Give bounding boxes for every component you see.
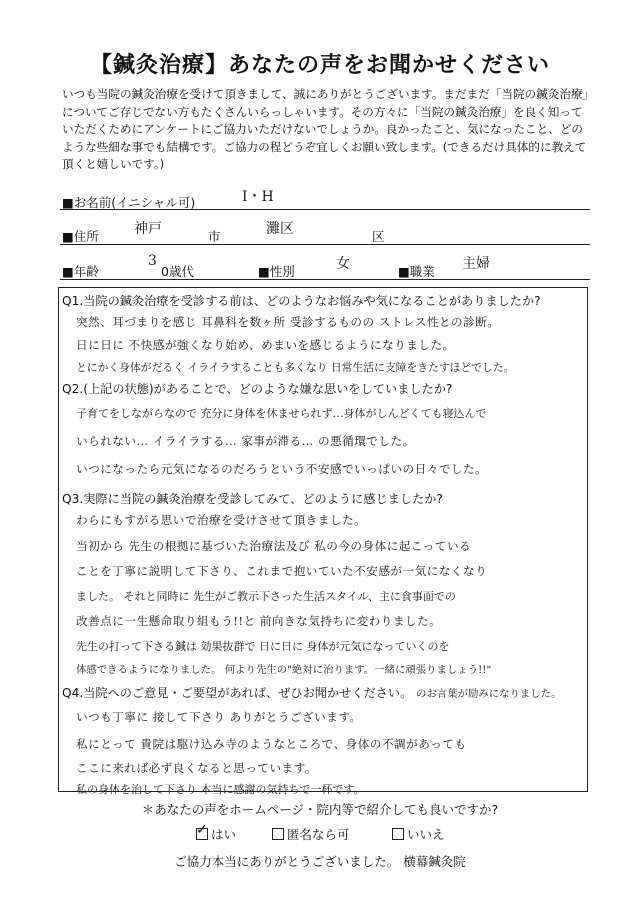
checkbox-icon[interactable] — [392, 828, 404, 840]
city-unit: 市 — [208, 229, 221, 244]
job-label: ■職業 — [398, 264, 435, 279]
q3-answer-line: 体感できるようになりました。 何より先生の"絶対に治ります。一緒に頑張りましょう!!" — [76, 664, 492, 676]
q3-overflow-line: のお言葉が励みになりました。 — [416, 688, 562, 700]
q1-question: Q1.当院の鍼灸治療を受診する前は、どのようなお悩みや気になることがありましたか? — [62, 294, 541, 308]
q2-answer-line: 子育てをしながらなので 充分に身体を休ませられず…身体がしんどくても寝込んで — [76, 407, 487, 420]
address-label: ■住所 — [62, 229, 99, 244]
q2-answer-line: いられない… イライラする… 家事が滞る… の悪循環でした。 — [76, 434, 415, 448]
job-value: 主婦 — [462, 256, 490, 272]
q1-answer-line: とにかく身体がだるく イライラすることも多くなり 日常生活に支障をきたすほどでした。 — [76, 361, 515, 374]
address-underline — [60, 244, 590, 245]
checkbox-checked-icon[interactable] — [196, 822, 208, 840]
ward-unit: 区 — [372, 229, 385, 244]
sex-label: ■性別 — [258, 264, 295, 279]
check-mark-icon: ✓ — [196, 822, 208, 838]
checkbox-icon[interactable] — [272, 828, 284, 840]
consent-option-yes[interactable] — [196, 822, 237, 843]
q3-answer-line: ことを丁寧に説明して下さり、これまで抱いていた不安感が一気になくなり — [76, 564, 488, 578]
city-value: 神戸 — [134, 221, 162, 237]
q1-answer-line: 日に日に 不快感が強くなり始め、めまいを感じるようになりました。 — [76, 338, 455, 352]
age-unit: 0歳代 — [161, 264, 194, 279]
q3-answer-line: ました。 それと同時に 先生がご教示下さった生活スタイル、主に食事面での — [76, 590, 456, 603]
q1-answer-line: 突然、耳づまりを感じ 耳鼻科を数ヶ所 受診するものの ストレス性との診断。 — [76, 315, 500, 329]
intro-text: いつも当院の鍼灸治療を受けて頂きまして、誠にありがとうございます。まだまだ「当院の鍼灸治療」についてご存じでない方もたくさんいらっしゃいます。その方々に「当院の鍼灸治療」を良く知っていただくためにアンケートにご協力いただけないでしょうか。良かったこと、気になったこと、どのような些細な事でも結構です。ご協力の程どうぞ宜しくお願い致します。(できるだけ具体的に教えて頂くと嬉しいです。) — [62, 87, 589, 171]
q3-answer-line: わらにもすがる思いで治療を受けさせて頂きました。 — [76, 513, 367, 527]
q3-answer-line: 当初から 先生の根拠に基づいた治療法及び 私の今の身体に起こっている — [76, 539, 472, 553]
q4-question: Q4.当院へのご意見・ご要望があれば、ぜひお聞かせください。 — [62, 686, 413, 700]
name-value: I・H — [242, 189, 274, 205]
sex-value: 女 — [336, 256, 350, 272]
age-value: 3 — [148, 253, 157, 269]
consent-option-anonymous[interactable] — [272, 825, 350, 843]
profile-underline — [60, 279, 590, 280]
footer-thanks: ご協力本当にありがとうございました。 横幕鍼灸院 — [174, 854, 466, 869]
ward-value: 灘区 — [266, 221, 294, 237]
option-label: 匿名なら可 — [287, 827, 350, 842]
q3-answer-line: 先生の打って下さる鍼は 効果抜群で 日に日に 身体が元気になっていくのを — [76, 640, 450, 653]
name-label: ■お名前(イニシャル可) — [62, 195, 196, 210]
age-label: ■年齢 — [62, 264, 99, 279]
consent-option-no[interactable] — [392, 825, 445, 843]
q2-answer-line: いつになったら元気になるのだろうという不安感でいっぱいの日々でした。 — [76, 462, 488, 476]
q4-answer-line: 私の身体を治して下さり 本当に感謝の気持ちで一杯です。 — [76, 783, 365, 796]
q3-question: Q3.実際に当院の鍼灸治療を受診してみて、どのように感じましたか? — [62, 492, 443, 506]
consent-question: ＊あなたの声をホームページ・院内等で紹介しても良いですか? — [141, 802, 499, 817]
q4-answer-line: ここに来れば必ず良くなると思っています。 — [76, 761, 317, 775]
q3-answer-line: 改善点に一生懸命取り組もう!!と 前向きな気持ちに変わりました。 — [76, 614, 442, 628]
option-label: はい — [211, 827, 237, 842]
name-underline — [60, 209, 590, 210]
q4-answer-line: いつも丁寧に 接して下さり ありがとうございます。 — [76, 710, 362, 724]
q4-answer-line: 私にとって 貴院は駆け込み寺のようなところで、身体の不調があっても — [76, 737, 467, 751]
option-label: いいえ — [407, 827, 445, 842]
q2-question: Q2.(上記の状態)があることで、どのような嫌な思いをしていましたか? — [62, 382, 453, 396]
page-title: 【鍼灸治療】あなたの声をお聞かせください — [89, 53, 550, 78]
